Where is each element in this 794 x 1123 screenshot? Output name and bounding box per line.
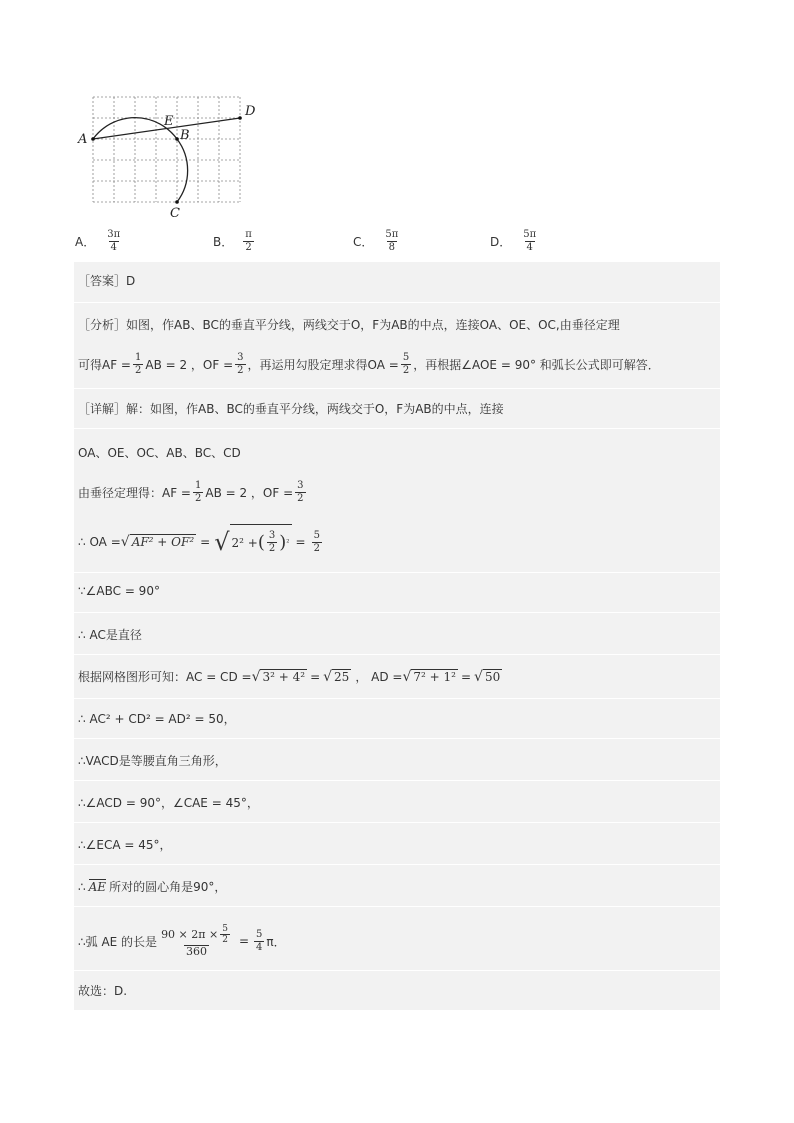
detail-line-9: ∴VACD是等腰直角三角形，	[78, 754, 227, 768]
point-label-e: E	[164, 114, 174, 129]
detail-line-5: ∵∠ABC = 90°	[78, 584, 160, 598]
detail-line-1: ［详解］解：如图，作AB、BC的垂直平分线，两线交于O，F为AB的中点，连接	[78, 402, 504, 416]
point-label-c: C	[170, 206, 180, 221]
solution-panel	[74, 262, 720, 1010]
detail-line-7: 根据网格图形可知：AC = CD = √ 3² + 4² = √ 25 ， AD = √ 7² + 1² = √ 50	[78, 668, 501, 685]
analysis-line-1: ［分析］如图，作AB、BC的垂直平分线，两线交于O，F为AB的中点，连接OA、OE、OC,由垂径定理	[78, 318, 620, 332]
detail-line-8: ∴ AC² + CD² = AD² = 50，	[78, 712, 236, 726]
analysis-line-2: 可得AF = $\frac{1}{2}$ AB = 2 ，OF = $\frac{3}{2}$ ，再运用勾股定理求得OA = $\frac{5}{2}$ ，再根据∠AOE = 90° 和弧长公式即可解答．	[78, 351, 660, 376]
detail-line-3: 由垂径定理得：AF = $\frac{1}{2}$ AB = 2 ，OF = $\frac{3}{2}$	[78, 479, 304, 504]
detail-line-13: ∴弧 AE 的长是 90 × 2π × $\frac{5}{2}$ 360 = $\frac{5}{4}$ π．	[78, 924, 286, 958]
answer-line: ［答案］D	[78, 274, 136, 288]
detail-line-2: OA、OE、OC、AB、BC、CD	[78, 446, 241, 460]
detail-line-6: ∴ AC是直径	[78, 628, 142, 642]
final-answer-line: 故选：D.	[78, 984, 128, 998]
answer-options	[75, 222, 715, 260]
point-label-a: A	[78, 132, 88, 147]
point-label-b: B	[180, 128, 190, 143]
detail-line-11: ∴∠ECA = 45°，	[78, 838, 172, 852]
option-b[interactable]: B． $\frac{\pi}{2}$	[213, 228, 252, 253]
geometry-figure	[72, 95, 272, 225]
detail-line-4: ∴ OA = √ AF² + OF² = √ 2² + ( $\frac{3}{2}$ ) ² = $\frac{5}{2}$	[78, 518, 716, 566]
grid	[93, 97, 240, 202]
option-a[interactable]: A． $\frac{3\pi}{4}$	[75, 228, 121, 253]
option-c[interactable]: C． $\frac{5\pi}{8}$	[353, 228, 399, 253]
arc-bc	[177, 139, 188, 202]
detail-line-10: ∴∠ACD = 90°，∠CAE = 45°，	[78, 796, 259, 810]
detail-line-12: ∴ AE 所对的圆心角是90°，	[78, 879, 227, 894]
option-d[interactable]: D． $\frac{5\pi}{4}$	[490, 228, 537, 253]
point-label-d: D	[245, 104, 256, 119]
